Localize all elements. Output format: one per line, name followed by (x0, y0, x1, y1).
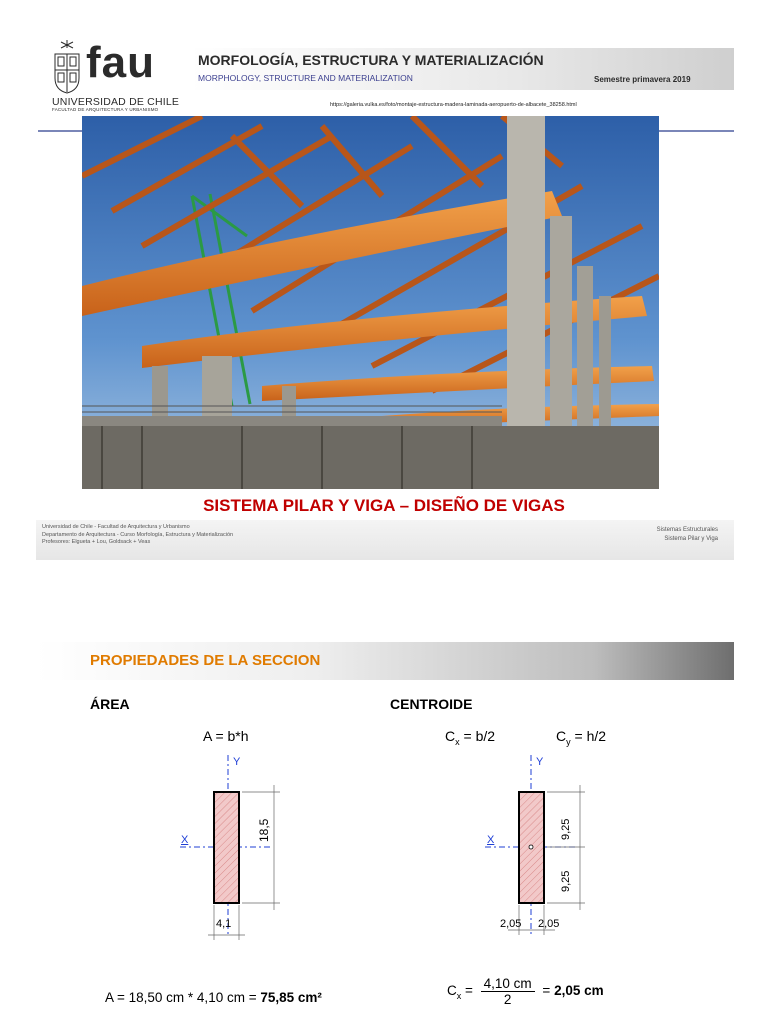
cx-formula-rhs: = b/2 (463, 728, 496, 744)
centroid-axis-y-label: Y (536, 756, 544, 768)
centroid-section-diagram (480, 755, 610, 945)
footer-line-3: Profesores: Elgueta + Lou, Goldsack + Veas (42, 539, 151, 545)
width-dimension: 4,1 (216, 918, 232, 930)
area-section-diagram (170, 755, 300, 945)
cx-calculation: $C_x$ = $\frac{4,10 cm}{2}$ = 2,05 cm (447, 976, 604, 1007)
section-title: PROPIEDADES DE LA SECCION (90, 652, 321, 669)
footer-right-line-1: Sistemas Estructurales (656, 527, 718, 533)
cx-calc-result: 2,05 cm (554, 983, 604, 999)
footer-line-1: Universidad de Chile - Facultad de Arquitectura y Urbanismo (42, 524, 190, 530)
footer-right-line-2: Sistema Pilar y Viga (664, 536, 718, 542)
centroid-label: CENTROIDE (390, 696, 473, 712)
cx-numerator: 4,10 cm (481, 976, 535, 992)
axis-y-label: Y (233, 756, 241, 768)
footer-line-2: Departamento de Arquitectura - Curso Morfología, Estructura y Materialización (42, 531, 234, 538)
university-seal-icon (50, 38, 84, 94)
axis-x-label: X (181, 834, 189, 846)
footer-left (42, 524, 233, 547)
area-calculation (105, 990, 322, 1005)
area-label: ÁREA (90, 696, 130, 712)
height-dimension: 18,5 (257, 818, 271, 842)
cx-denominator: 2 (503, 992, 512, 1007)
cx-fraction (481, 976, 535, 1007)
cy-formula-rhs: = h/2 (574, 728, 607, 744)
slide-title: SISTEMA PILAR Y VIGA – DISEÑO DE VIGAS (203, 496, 565, 515)
centroid-axis-x-label: X (487, 834, 495, 846)
half-height-top: 9,25 (560, 818, 572, 840)
source-url: https://galeria.vulka.es/foto/montaje-estructura-madera-laminada-aeropuerto-de-albacete_38258.html (330, 102, 577, 108)
half-height-bottom: 9,25 (560, 870, 572, 892)
half-width-left: 2,05 (500, 918, 522, 930)
area-formula: A = b*h (203, 728, 249, 744)
faculty-name: FACULTAD DE ARQUITECTURA Y URBANISMO (52, 107, 159, 112)
cx-formula: $C_x = b/2$ (445, 728, 496, 747)
course-title-en: MORPHOLOGY, STRUCTURE AND MATERIALIZATION (198, 73, 413, 83)
university-name: UNIVERSIDAD DE CHILE (52, 96, 180, 108)
area-calc-result: 75,85 cm² (260, 990, 322, 1005)
cy-formula: $C_y = h/2$ (556, 728, 607, 747)
semester-label: Semestre primavera 2019 (594, 75, 691, 84)
course-title-es: MORFOLOGÍA, ESTRUCTURA Y MATERIALIZACIÓN (198, 52, 544, 68)
half-width-right: 2,05 (538, 918, 560, 930)
laminated-timber-structure-photo (82, 116, 659, 489)
area-calc-prefix: A = 18,50 cm * 4,10 cm = (105, 990, 261, 1005)
footer-right (560, 526, 718, 544)
fau-logo-text: fau (86, 38, 155, 87)
